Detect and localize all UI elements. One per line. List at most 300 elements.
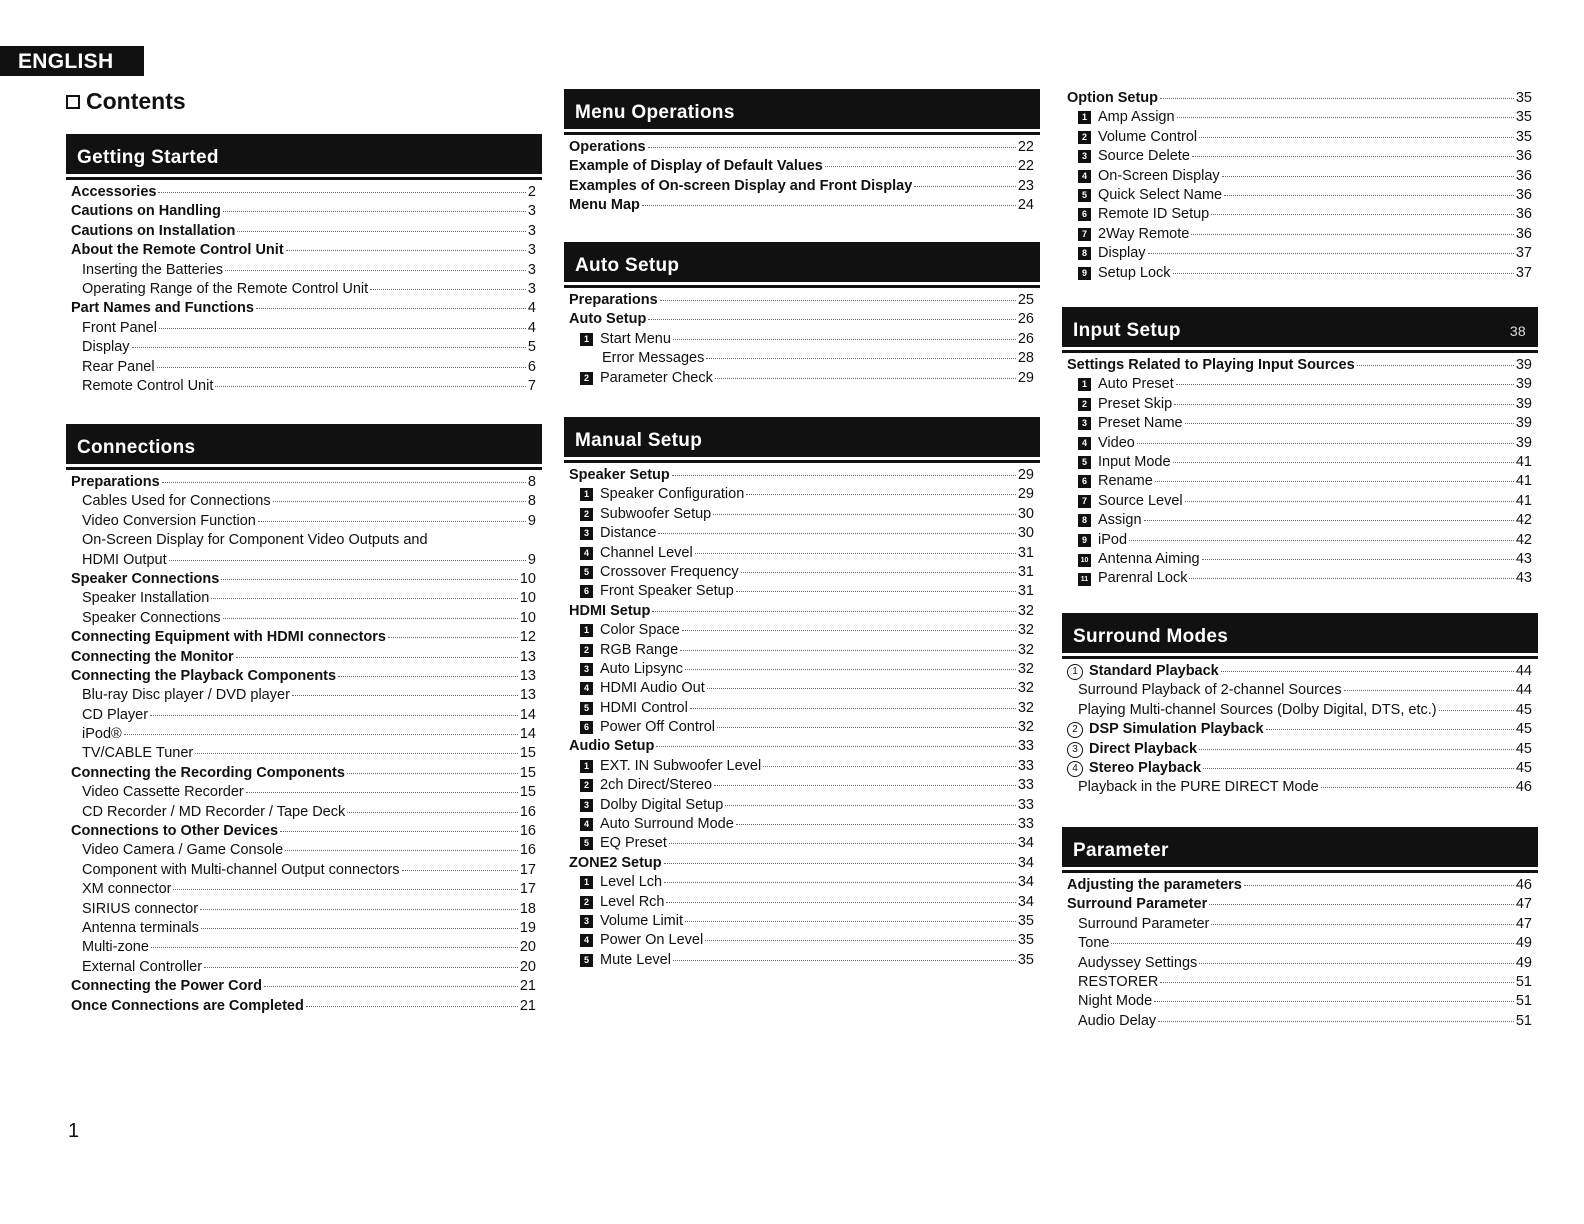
toc-entry-page: 3	[527, 203, 536, 220]
toc-entry-page: 10	[519, 590, 536, 607]
toc-entry[interactable]	[564, 661, 1040, 680]
toc-entry-title: Video Conversion Function	[82, 512, 256, 529]
toc-entry[interactable]	[1062, 109, 1538, 128]
dot-leader	[1176, 383, 1514, 385]
toc-entry-page: 10	[519, 570, 536, 587]
dot-leader	[673, 959, 1016, 961]
dot-leader	[195, 752, 518, 754]
number-badge-icon: 1	[580, 624, 593, 637]
toc-entry-title: Part Names and Functions	[71, 300, 254, 317]
toc-entry[interactable]	[66, 668, 542, 687]
number-badge-icon: 1	[580, 488, 593, 501]
toc-entry-page: 34	[1017, 854, 1034, 871]
toc-entry[interactable]	[564, 139, 1040, 158]
toc-entry[interactable]	[66, 707, 542, 726]
toc-entry[interactable]	[66, 300, 542, 319]
toc-entry[interactable]	[1062, 532, 1538, 551]
toc-entry[interactable]	[564, 583, 1040, 602]
toc-entry-title: Preset Name	[1098, 415, 1183, 432]
dot-leader	[402, 869, 518, 871]
toc-entry[interactable]	[1062, 512, 1538, 531]
toc-entry-title: Display	[82, 339, 130, 356]
toc-entry[interactable]	[66, 610, 542, 629]
toc-entry-page: 4	[527, 300, 536, 317]
toc-entry-title: Audio Delay	[1078, 1012, 1157, 1029]
dot-leader	[648, 146, 1016, 148]
toc-entry[interactable]	[66, 939, 542, 958]
toc-entry[interactable]	[66, 378, 542, 397]
toc-entry-page: 2	[527, 184, 536, 200]
dot-leader	[286, 249, 526, 251]
toc-entry-title: Night Mode	[1078, 993, 1153, 1010]
dot-leader	[246, 791, 518, 793]
dot-leader	[258, 520, 526, 522]
toc-entry[interactable]	[564, 158, 1040, 177]
number-badge-icon: 3	[580, 915, 593, 928]
toc-section-manual-setup	[564, 417, 1040, 971]
toc-entry[interactable]	[1062, 396, 1538, 415]
toc-entry-title: Front Speaker Setup	[600, 583, 734, 600]
toc-entry[interactable]	[564, 758, 1040, 777]
toc-entry[interactable]	[66, 978, 542, 997]
toc-entry[interactable]	[564, 331, 1040, 350]
dot-leader	[1439, 709, 1514, 711]
dot-leader	[1199, 748, 1514, 750]
dot-leader	[132, 346, 526, 348]
dot-leader	[1160, 981, 1514, 983]
toc-entry-title: CD Player	[82, 706, 149, 723]
toc-entry-title: Direct Playback	[1089, 740, 1198, 757]
number-badge-icon: 2	[580, 779, 593, 792]
toc-entry[interactable]	[564, 816, 1040, 835]
toc-entry-title: Quick Select Name	[1098, 186, 1223, 203]
toc-entry[interactable]	[66, 726, 542, 745]
toc-entry[interactable]	[66, 804, 542, 823]
toc-entry-title: Surround Parameter	[1067, 896, 1208, 913]
number-badge-icon: 4	[580, 547, 593, 560]
toc-entry[interactable]	[66, 474, 542, 493]
toc-entry-page: 35	[1515, 90, 1532, 106]
toc-entry-title: Rename	[1098, 473, 1153, 490]
toc-entry[interactable]	[1062, 206, 1538, 225]
section-rule	[66, 467, 542, 470]
toc-entry-title: Display	[1098, 245, 1146, 262]
number-badge-icon: 1	[580, 876, 593, 889]
dot-leader	[685, 920, 1016, 922]
dot-leader	[1209, 903, 1514, 905]
toc-entry[interactable]	[1062, 265, 1538, 284]
toc-entry[interactable]	[66, 784, 542, 803]
toc-entry[interactable]	[564, 777, 1040, 796]
toc-entry-title: Speaker Configuration	[600, 486, 745, 503]
toc-entry[interactable]	[564, 894, 1040, 913]
toc-entry-page: 28	[1017, 350, 1034, 367]
toc-entry[interactable]	[1062, 90, 1538, 109]
toc-entry-page: 23	[1017, 177, 1034, 194]
dot-leader	[204, 966, 518, 968]
number-badge-icon: 1	[580, 333, 593, 346]
dot-leader	[225, 269, 526, 271]
toc-entry[interactable]	[66, 823, 542, 842]
section-rule	[564, 132, 1040, 135]
toc-entry-title: Auto Setup	[569, 311, 647, 328]
toc-entry[interactable]	[564, 178, 1040, 197]
toc-entry[interactable]	[66, 242, 542, 261]
toc-entry[interactable]	[564, 680, 1040, 699]
toc-entry[interactable]	[66, 881, 542, 900]
dot-leader	[705, 939, 1016, 941]
toc-entry[interactable]	[1062, 741, 1538, 760]
toc-entry-page: 31	[1017, 563, 1034, 580]
toc-entry[interactable]	[564, 350, 1040, 369]
toc-entry-page: 39	[1515, 434, 1532, 451]
toc-entry-page: 32	[1017, 719, 1034, 736]
dot-leader	[306, 1005, 518, 1007]
toc-entry[interactable]	[66, 571, 542, 590]
toc-entry-page: 21	[519, 997, 536, 1014]
toc-entry-page: 18	[519, 900, 536, 917]
toc-entry-title: 2Way Remote	[1098, 225, 1190, 242]
toc-entry-title: Antenna terminals	[82, 919, 199, 936]
toc-entry-page: 43	[1515, 550, 1532, 567]
toc-entry-title: About the Remote Control Unit	[71, 242, 284, 259]
toc-entry-page: 5	[527, 339, 536, 356]
toc-entry[interactable]	[66, 649, 542, 668]
dot-leader	[660, 299, 1016, 301]
toc-entry-title: Video Cassette Recorder	[82, 784, 244, 801]
dot-leader	[173, 888, 517, 890]
toc-entry-title: Subwoofer Setup	[600, 505, 712, 522]
toc-entry-title: Antenna Aiming	[1098, 550, 1200, 567]
number-badge-icon: 4	[1078, 437, 1091, 450]
toc-entry[interactable]	[1062, 682, 1538, 701]
toc-entry[interactable]	[1062, 415, 1538, 434]
toc-entry[interactable]	[1062, 935, 1538, 954]
toc-entry-page: 12	[519, 629, 536, 646]
section-rule	[66, 177, 542, 180]
toc-entry[interactable]	[66, 901, 542, 920]
dot-leader	[725, 804, 1016, 806]
dot-leader	[200, 908, 518, 910]
toc-entry[interactable]	[66, 959, 542, 978]
dot-leader	[1148, 252, 1514, 254]
toc-entry-title: Speaker Connections	[71, 570, 220, 587]
toc-entry[interactable]	[66, 320, 542, 339]
toc-entry-page: 37	[1515, 245, 1532, 262]
toc-entry-page: 32	[1017, 622, 1034, 639]
dot-leader	[201, 927, 518, 929]
toc-entry-page: 8	[527, 474, 536, 490]
number-badge-icon: 5	[1078, 189, 1091, 202]
toc-entry[interactable]	[66, 842, 542, 861]
section-title: Menu Operations	[575, 102, 735, 123]
toc-entry-page: 3	[527, 280, 536, 297]
number-badge-icon: 2	[1078, 131, 1091, 144]
toc-entry-title: Volume Limit	[600, 912, 684, 929]
dot-leader	[664, 862, 1016, 864]
toc-entry[interactable]	[1062, 877, 1538, 896]
toc-entry[interactable]	[1062, 493, 1538, 512]
dot-leader	[672, 474, 1016, 476]
toc-entry[interactable]	[66, 590, 542, 609]
toc-entry[interactable]	[66, 998, 542, 1017]
dot-leader	[746, 493, 1016, 495]
toc-entry[interactable]	[66, 920, 542, 939]
dot-leader	[1211, 213, 1514, 215]
toc-entry[interactable]	[66, 862, 542, 881]
page-title-text: Contents	[86, 88, 186, 114]
toc-entry[interactable]	[564, 719, 1040, 738]
toc-entry-title: Inserting the Batteries	[82, 261, 224, 278]
toc-entry[interactable]	[564, 700, 1040, 719]
toc-entry[interactable]	[1062, 779, 1538, 798]
toc-entry[interactable]	[1062, 760, 1538, 779]
toc-entry-title: On-Screen Display	[1098, 167, 1220, 184]
toc-entry-title: Multi-zone	[82, 939, 149, 956]
toc-entry[interactable]	[1062, 376, 1538, 395]
toc-entry[interactable]	[66, 687, 542, 706]
toc-entry[interactable]	[564, 486, 1040, 505]
toc-entry-title: Video Camera / Game Console	[82, 842, 284, 859]
toc-entry-page: 22	[1017, 139, 1034, 155]
toc-entry-title: Standard Playback	[1089, 663, 1219, 679]
toc-entry-title: Speaker Setup	[569, 467, 670, 483]
toc-entry-title: Audyssey Settings	[1078, 954, 1198, 971]
toc-entry[interactable]	[66, 339, 542, 358]
toc-entry[interactable]	[1062, 721, 1538, 740]
dot-leader	[652, 610, 1016, 612]
toc-section-menu-operations	[564, 89, 1040, 217]
dot-leader	[1202, 558, 1514, 560]
dot-leader	[215, 385, 526, 387]
toc-entry[interactable]	[1062, 435, 1538, 454]
dot-leader	[914, 185, 1016, 187]
number-badge-icon: 4	[580, 818, 593, 831]
dot-leader	[1155, 480, 1514, 482]
toc-entry-page: 29	[1017, 486, 1034, 503]
toc-entry[interactable]	[1062, 993, 1538, 1012]
toc-entry-title: Assign	[1098, 512, 1142, 529]
dot-leader	[223, 210, 526, 212]
section-title: Connections	[77, 437, 196, 458]
toc-entry[interactable]	[66, 552, 542, 571]
toc-entry[interactable]	[1062, 473, 1538, 492]
toc-entry[interactable]	[1062, 702, 1538, 721]
dot-leader	[151, 946, 518, 948]
dot-leader	[1111, 942, 1513, 944]
toc-entry-page: 16	[519, 842, 536, 859]
dot-leader	[169, 559, 526, 561]
toc-entry-page: 34	[1017, 835, 1034, 852]
number-badge-icon: 10	[1078, 554, 1091, 567]
dot-leader	[1137, 442, 1514, 444]
dot-leader	[715, 377, 1016, 379]
toc-entry-title: HDMI Output	[82, 551, 167, 568]
dot-leader	[159, 327, 526, 329]
number-badge-icon: 6	[1078, 208, 1091, 221]
toc-entry[interactable]	[564, 467, 1040, 486]
dot-leader	[1344, 689, 1514, 691]
section-title: Getting Started	[77, 147, 219, 168]
toc-entry[interactable]	[564, 311, 1040, 330]
number-badge-icon: 6	[1078, 475, 1091, 488]
toc-entry-title: Speaker Installation	[82, 590, 210, 607]
toc-entry[interactable]	[1062, 1013, 1538, 1032]
toc-entry-title: EQ Preset	[600, 835, 667, 852]
number-badge-icon: 2	[580, 644, 593, 657]
toc-entry[interactable]	[66, 629, 542, 648]
toc-entry-page: 14	[519, 706, 536, 723]
section-header	[1062, 613, 1538, 653]
toc-entry-page: 3	[527, 242, 536, 259]
dot-leader	[825, 165, 1016, 167]
toc-entry[interactable]	[564, 370, 1040, 389]
toc-entry[interactable]	[66, 359, 542, 378]
dot-leader	[285, 849, 518, 851]
toc-entry[interactable]	[564, 564, 1040, 583]
toc-entry[interactable]	[564, 525, 1040, 544]
toc-entry[interactable]	[66, 532, 542, 551]
dot-leader	[713, 513, 1016, 515]
toc-entry[interactable]	[564, 855, 1040, 874]
toc-entry[interactable]	[564, 292, 1040, 311]
toc-entry-title: On-Screen Display for Component Video Outputs and	[82, 532, 428, 549]
dot-leader	[236, 656, 518, 658]
toc-entry-title: Playing Multi-channel Sources (Dolby Digital, DTS, etc.)	[1078, 701, 1437, 718]
toc-entry-page: 43	[1515, 570, 1532, 587]
toc-entry-title: Surround Parameter	[1078, 915, 1210, 932]
toc-entry[interactable]	[1062, 168, 1538, 187]
toc-entry[interactable]	[66, 223, 542, 242]
toc-entry-page: 13	[519, 667, 536, 684]
toc-entry[interactable]	[564, 952, 1040, 971]
toc-entry-page: 35	[1017, 932, 1034, 949]
toc-entry-page: 26	[1017, 311, 1034, 328]
toc-entry[interactable]	[564, 506, 1040, 525]
toc-entry-page: 36	[1515, 206, 1532, 223]
toc-entry[interactable]	[1062, 148, 1538, 167]
toc-entry[interactable]	[1062, 245, 1538, 264]
toc-entry-title: HDMI Control	[600, 699, 688, 716]
toc-entry-title: Setup Lock	[1098, 264, 1171, 281]
toc-entry[interactable]	[66, 281, 542, 300]
toc-entry-title: Power On Level	[600, 932, 704, 949]
toc-entry-title: Option Setup	[1067, 90, 1159, 106]
toc-entry[interactable]	[1062, 896, 1538, 915]
toc-entry-title: Remote ID Setup	[1098, 206, 1210, 223]
toc-entry-title: HDMI Setup	[569, 602, 651, 619]
toc-entry-title: Audio Setup	[569, 738, 655, 755]
toc-entry[interactable]	[1062, 916, 1538, 935]
toc-entry[interactable]	[66, 184, 542, 203]
toc-entry[interactable]	[564, 932, 1040, 951]
dot-leader	[741, 571, 1016, 573]
toc-entry-page: 7	[527, 377, 536, 394]
toc-entry-page: 46	[1515, 877, 1532, 893]
toc-entry-page: 30	[1017, 505, 1034, 522]
dot-leader	[1154, 1000, 1514, 1002]
toc-entry[interactable]	[564, 622, 1040, 641]
section-header	[66, 424, 542, 464]
dot-leader	[158, 191, 525, 193]
toc-entry[interactable]	[1062, 187, 1538, 206]
toc-entry-title: Preparations	[569, 292, 658, 308]
toc-entry[interactable]	[66, 765, 542, 784]
section-rule	[1062, 870, 1538, 873]
toc-entry[interactable]	[564, 603, 1040, 622]
toc-entry[interactable]	[1062, 551, 1538, 570]
number-badge-icon: 8	[1078, 247, 1091, 260]
dot-leader	[1192, 155, 1514, 157]
dot-leader	[1185, 422, 1514, 424]
toc-entry-page: 41	[1515, 453, 1532, 470]
toc-entry-title: RESTORER	[1078, 973, 1159, 990]
toc-entry[interactable]	[66, 262, 542, 281]
page-number: 1	[68, 1120, 80, 1142]
toc-entry[interactable]	[1062, 955, 1538, 974]
toc-entry[interactable]	[564, 913, 1040, 932]
dot-leader	[1173, 461, 1514, 463]
section-header	[66, 134, 542, 174]
toc-entry[interactable]	[1062, 570, 1538, 589]
toc-section-getting-started	[66, 134, 542, 397]
toc-entry-title: Speaker Connections	[82, 609, 221, 626]
toc-entry-page: 9	[527, 512, 536, 529]
dot-leader	[1199, 136, 1514, 138]
toc-entry[interactable]	[66, 745, 542, 764]
toc-entry[interactable]	[1062, 357, 1538, 376]
toc-entry-title: RGB Range	[600, 641, 679, 658]
dot-leader	[664, 881, 1016, 883]
toc-entry[interactable]	[564, 874, 1040, 893]
toc-entry[interactable]	[1062, 663, 1538, 682]
toc-entry[interactable]	[66, 203, 542, 222]
number-badge-icon: 3	[580, 663, 593, 676]
toc-entry[interactable]	[564, 197, 1040, 216]
number-badge-icon: 2	[580, 372, 593, 385]
dot-leader	[1199, 962, 1514, 964]
toc-entry-title: Connecting the Power Cord	[71, 978, 262, 995]
toc-entry[interactable]	[1062, 454, 1538, 473]
toc-entry[interactable]	[1062, 226, 1538, 245]
dot-leader	[669, 842, 1016, 844]
dot-leader	[388, 636, 518, 638]
number-badge-icon: 5	[580, 566, 593, 579]
dot-leader	[642, 204, 1016, 206]
toc-entry-page: 34	[1017, 874, 1034, 891]
toc-entry[interactable]	[1062, 974, 1538, 993]
toc-entry[interactable]	[564, 642, 1040, 661]
toc-entry-page: 25	[1017, 292, 1034, 308]
dot-leader	[162, 481, 526, 483]
toc-entry-page: 33	[1017, 757, 1034, 774]
toc-entry-page: 46	[1515, 779, 1532, 796]
toc-entry-page: 10	[519, 609, 536, 626]
toc-section-connections	[66, 424, 542, 1017]
dot-leader	[221, 578, 518, 580]
toc-entry[interactable]	[564, 738, 1040, 757]
toc-entry[interactable]	[564, 545, 1040, 564]
toc-entry[interactable]	[564, 835, 1040, 854]
dot-leader	[1224, 194, 1514, 196]
dot-leader	[736, 823, 1016, 825]
toc-entry[interactable]	[66, 513, 542, 532]
section-title: Auto Setup	[575, 255, 680, 276]
toc-entry[interactable]	[1062, 129, 1538, 148]
toc-entry[interactable]	[564, 797, 1040, 816]
section-title: Manual Setup	[575, 430, 703, 451]
toc-entry[interactable]	[66, 493, 542, 512]
